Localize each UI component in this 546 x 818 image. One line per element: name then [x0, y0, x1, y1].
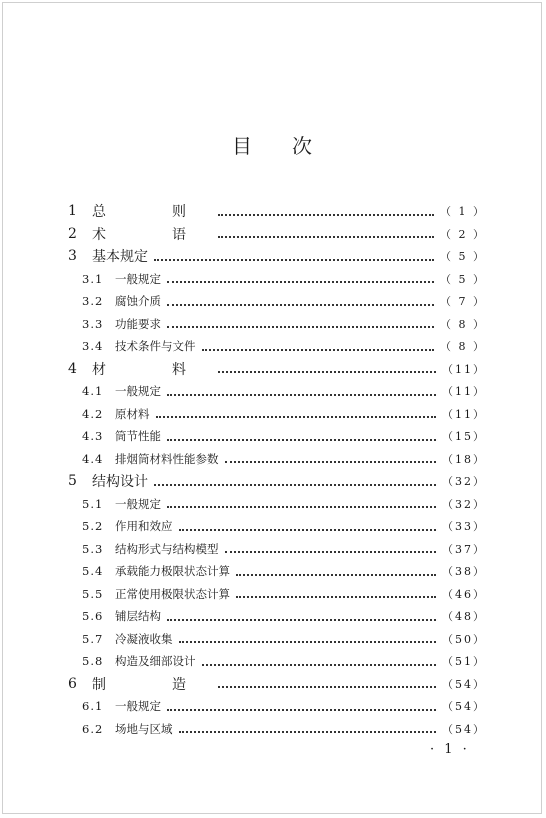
toc-title-right: 次 [292, 134, 314, 158]
toc-leader-dots [202, 348, 435, 351]
toc-entry-label: 总 则 [92, 204, 212, 221]
toc-entry[interactable] [68, 403, 486, 426]
toc-leader-dots [154, 483, 436, 486]
toc-entry-page: （15） [442, 430, 486, 444]
toc-entry[interactable] [68, 200, 486, 223]
toc-entry-label: 材 料 [92, 361, 212, 378]
toc-leader-dots [218, 685, 436, 688]
toc-entry-page: （ 5 ） [440, 272, 486, 286]
toc-entry[interactable] [68, 515, 486, 538]
toc-entry-page: （48） [442, 610, 486, 624]
toc-entry[interactable] [68, 605, 486, 628]
toc-leader-dots [236, 573, 436, 576]
toc-entry-label: 原材料 [115, 406, 150, 421]
toc-entry-page: （38） [442, 565, 486, 579]
toc-entry[interactable] [68, 290, 486, 313]
toc-entry[interactable] [68, 673, 486, 696]
toc-entry-number: 5.7 [82, 631, 104, 646]
toc-entry[interactable] [68, 538, 486, 561]
toc-entry-label: 一般规定 [115, 384, 161, 399]
toc-entry-label: 一般规定 [115, 496, 161, 511]
toc-entry-number: 3.3 [82, 316, 104, 331]
toc-leader-dots [167, 325, 434, 328]
toc-entry-page: （54） [442, 700, 486, 714]
toc-entry-label: 铺层结构 [115, 609, 161, 624]
toc-entry-number: 4.3 [82, 429, 104, 444]
toc-entry-page: （11） [442, 385, 486, 399]
toc-entry-label: 作用和效应 [115, 519, 173, 534]
toc-entry-label: 功能要求 [115, 316, 161, 331]
toc-entry-number: 5.2 [82, 519, 104, 534]
toc-entry-label: 承载能力极限状态计算 [115, 564, 230, 579]
toc-entry-page: （ 5 ） [440, 250, 486, 264]
toc-leader-dots [167, 618, 436, 621]
toc-entry-number: 3.4 [82, 339, 104, 354]
toc-entry[interactable] [68, 380, 486, 403]
toc-entry[interactable] [68, 470, 486, 493]
toc-title [0, 130, 546, 159]
toc-entry[interactable] [68, 245, 486, 268]
toc-entry-label: 正常使用极限状态计算 [115, 586, 230, 601]
toc-entry[interactable] [68, 425, 486, 448]
toc-leader-dots [225, 460, 437, 463]
toc-entry-label: 一般规定 [115, 699, 161, 714]
toc-entry-page: （18） [442, 452, 486, 466]
toc-leader-dots [154, 258, 434, 261]
toc-entry-page: （46） [442, 587, 486, 601]
toc-entry[interactable] [68, 650, 486, 673]
toc-entry[interactable] [68, 560, 486, 583]
toc-entry-page: （37） [442, 542, 486, 556]
toc-entry[interactable] [68, 718, 486, 741]
toc-entry-number: 5.8 [82, 654, 104, 669]
toc-leader-dots [218, 213, 434, 216]
toc-leader-dots [225, 550, 437, 553]
toc-leader-dots [179, 640, 437, 643]
toc-entry-number: 3.2 [82, 294, 104, 309]
toc-entry-label: 结构形式与结构模型 [115, 541, 219, 556]
toc-entry-page: （ 8 ） [440, 317, 486, 331]
toc-entry-label: 排烟筒材料性能参数 [115, 451, 219, 466]
toc-entry-number: 5.3 [82, 541, 104, 556]
toc-entry-number: 6 [68, 675, 77, 692]
toc-entry-page: （ 8 ） [440, 340, 486, 354]
toc-entry-number: 4.4 [82, 451, 104, 466]
toc-entry-number: 6.2 [82, 721, 104, 736]
toc-entry-label: 术 语 [92, 226, 212, 243]
toc-entry[interactable] [68, 583, 486, 606]
toc-entry[interactable] [68, 448, 486, 471]
toc-entry-number: 5.5 [82, 586, 104, 601]
toc-entry-page: （11） [442, 407, 486, 421]
toc-entry-number: 3.1 [82, 271, 104, 286]
toc-entry-number: 5 [68, 473, 77, 490]
toc-entry[interactable] [68, 268, 486, 291]
toc-entry[interactable] [68, 313, 486, 336]
toc-entry-label: 构造及细部设计 [115, 654, 196, 669]
toc-entry-page: （54） [442, 677, 486, 691]
toc-leader-dots [236, 595, 436, 598]
toc-entry-label: 技术条件与文件 [115, 339, 196, 354]
toc-leader-dots [156, 415, 437, 418]
toc-entry-page: （54） [442, 722, 486, 736]
toc-entry[interactable] [68, 493, 486, 516]
toc-entry-page: （ 1 ） [440, 205, 486, 219]
toc-entry-number: 5.1 [82, 496, 104, 511]
page-number: · 1 · [430, 742, 470, 757]
toc-entry-label: 一般规定 [115, 271, 161, 286]
toc-leader-dots [167, 280, 434, 283]
toc-entry-label: 基本规定 [92, 249, 148, 266]
toc-entry[interactable] [68, 358, 486, 381]
toc-leader-dots [218, 235, 434, 238]
toc-entry-label: 冷凝液收集 [115, 631, 173, 646]
toc-entry-number: 3 [68, 248, 77, 265]
toc-leader-dots [167, 303, 434, 306]
toc-entry[interactable] [68, 223, 486, 246]
toc-title-left: 目 [232, 134, 254, 158]
toc-entry-number: 4.2 [82, 406, 104, 421]
toc-entry-page: （32） [442, 497, 486, 511]
toc-entry-number: 5.6 [82, 609, 104, 624]
toc-leader-dots [167, 393, 436, 396]
toc-leader-dots [179, 730, 437, 733]
toc-entry-number: 1 [68, 203, 77, 220]
toc-entry-label: 腐蚀介质 [115, 294, 161, 309]
toc-entry-number: 6.1 [82, 699, 104, 714]
toc-leader-dots [167, 505, 436, 508]
toc-entry[interactable] [68, 695, 486, 718]
table-of-contents [68, 200, 486, 740]
toc-leader-dots [179, 528, 437, 531]
toc-leader-dots [167, 438, 436, 441]
toc-entry-page: （11） [442, 362, 486, 376]
toc-entry-page: （32） [442, 475, 486, 489]
toc-entry-page: （ 2 ） [440, 227, 486, 241]
toc-leader-dots [218, 370, 436, 373]
toc-entry-label: 结构设计 [92, 474, 148, 491]
toc-entry-label: 筒节性能 [115, 429, 161, 444]
toc-entry-label: 场地与区域 [115, 721, 173, 736]
toc-entry-page: （33） [442, 520, 486, 534]
toc-entry-page: （51） [442, 655, 486, 669]
toc-leader-dots [167, 708, 436, 711]
toc-entry-page: （ 7 ） [440, 295, 486, 309]
toc-entry-number: 5.4 [82, 564, 104, 579]
toc-entry-number: 4 [68, 360, 77, 377]
toc-entry-label: 制 造 [92, 676, 212, 693]
toc-entry[interactable] [68, 628, 486, 651]
toc-entry-number: 4.1 [82, 384, 104, 399]
toc-entry-page: （50） [442, 632, 486, 646]
toc-leader-dots [202, 663, 437, 666]
toc-entry-number: 2 [68, 225, 77, 242]
toc-entry[interactable] [68, 335, 486, 358]
